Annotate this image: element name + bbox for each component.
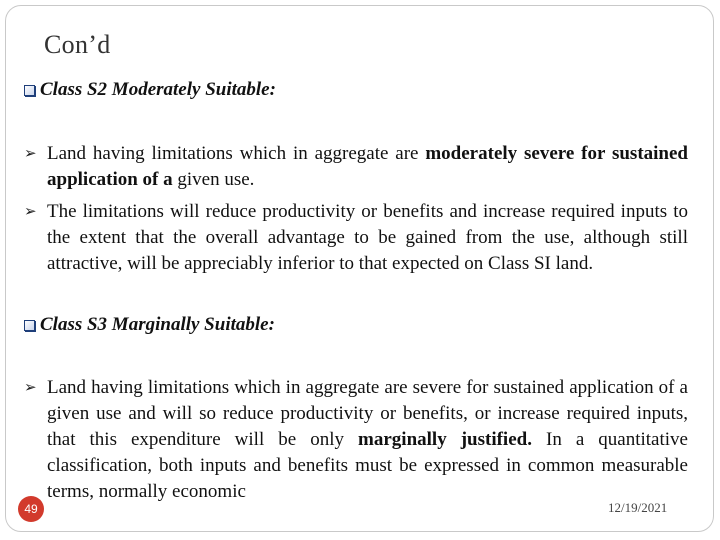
slide-date: 12/19/2021 (608, 500, 668, 515)
bullet-s3-1: Land having limitations which in aggregate are severe for sustained application of a given use and will so reduce productivity or benefits, or increase required inputs, that this expenditure will be only marginally justified. In a quantitative classification, both inputs and benefits must be expressed in common measurable terms, normally economic (47, 377, 688, 502)
slide-title: Con’d (44, 30, 111, 59)
arrow-bullet-icon: ➢ (24, 204, 37, 220)
bullet-s2-1: Land having limitations which in aggregate are moderately severe for sustained application of a given use. (47, 143, 688, 190)
arrow-bullet-icon: ➢ (24, 380, 37, 396)
section-heading-s3: Class S3 Marginally Suitable: (24, 312, 688, 338)
checkbox-bullet-icon (24, 85, 35, 96)
arrow-bullet-icon: ➢ (24, 146, 37, 162)
section-heading-s2: Class S2 Moderately Suitable: (24, 77, 688, 103)
page-number-badge: 49 (18, 496, 44, 522)
checkbox-bullet-icon (24, 320, 35, 331)
bullet-s2-2: The limitations will reduce productivity or benefits and increase required inputs to the extent that the overall advantage to be gained from the use, although still attractive, will be appreciably inferior to that expected on Class SI land. (47, 201, 688, 274)
